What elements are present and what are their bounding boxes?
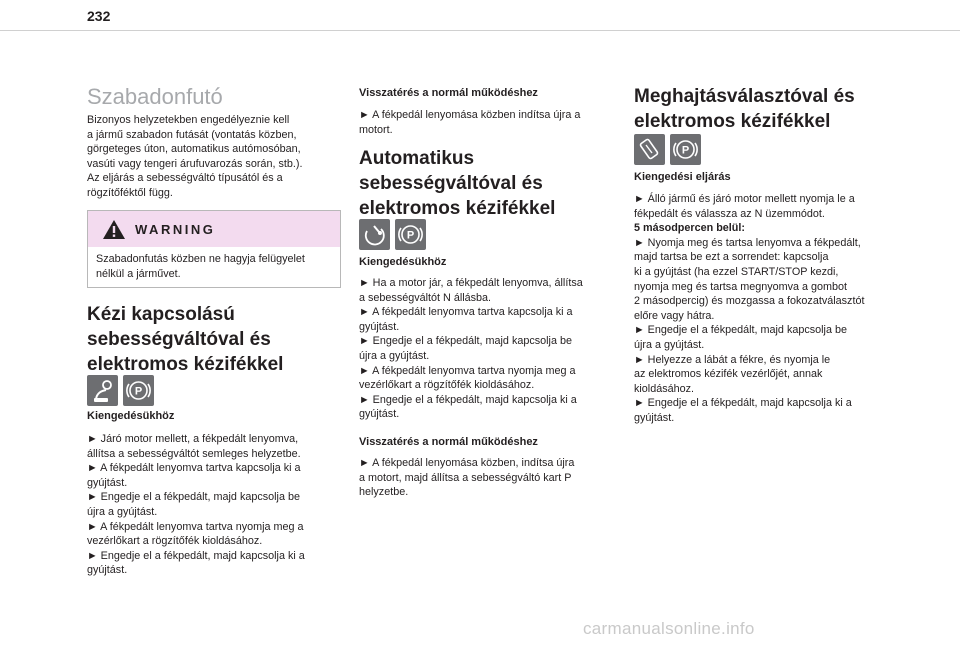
- step-line: ► Helyezze a lábát a fékre, és nyomja le: [634, 353, 831, 366]
- subheading-release: Kiengedésükhöz: [359, 256, 447, 268]
- automatic-gearbox-icon: [359, 219, 390, 250]
- svg-text:P: P: [681, 144, 690, 157]
- text-line: Bizonyos helyzetekben engedélyeznie kell: [87, 114, 290, 126]
- step-line: majd tartsa be ezt a sorrendet: kapcsolja: [634, 251, 829, 264]
- heading-line: Automatikus: [359, 148, 475, 169]
- heading-drive-selector: [634, 84, 855, 134]
- step-line: ► Engedje el a fékpedált, majd kapcsolja ki a: [634, 397, 852, 410]
- step-line: ► Járó motor mellett, a fékpedált lenyomva,: [87, 433, 299, 445]
- parking-brake-icon: [395, 219, 426, 250]
- subheading-release-procedure: Kiengedési eljárás: [634, 171, 731, 183]
- text-line: Szabadonfutás közben ne hagyja felügyelet: [96, 253, 305, 265]
- step-line: fékpedált és válassza az N üzemmódot.: [634, 207, 825, 220]
- section-title-freewheel: Szabadonfutó: [87, 84, 223, 109]
- step-line: gyújtást.: [87, 476, 128, 489]
- step-line: újra a gyújtást.: [634, 338, 705, 351]
- step-line: gyújtást.: [359, 320, 400, 333]
- heading-line: Meghajtásválasztóval és: [634, 86, 855, 107]
- text-line: a jármű szabadon futását (vontatás közben,: [87, 128, 297, 141]
- step-line: vezérlőkart a rögzítőfék kioldásához.: [87, 535, 263, 548]
- text-line: görgeteges úton, automatikus autómosóban,: [87, 143, 301, 156]
- step-line: ► Álló jármű és járó motor mellett nyomja le a: [634, 193, 855, 205]
- step-line: ► Engedje el a fékpedált, majd kapcsolja be: [634, 324, 847, 337]
- parking-brake-icon: [123, 375, 154, 406]
- step-line: 2 másodpercig) és mozgassa a fokozatválasztót: [634, 295, 865, 308]
- warning-box: [87, 210, 341, 288]
- step-line: ► Ha a motor jár, a fékpedált lenyomva, állítsa: [359, 277, 583, 289]
- heading-line: sebességváltóval és: [87, 329, 271, 350]
- steps-list: [634, 192, 889, 426]
- step-line: ki a gyújtást (ha ezzel START/STOP kezdi,: [634, 265, 839, 278]
- step-line: ► Engedje el a fékpedált, majd kapcsolja ki a: [87, 549, 305, 562]
- step-line: nyomja meg és tartsa megnyomva a gombot: [634, 280, 848, 293]
- step-line: ► A fékpedált lenyomva tartva kapcsolja ki a: [87, 462, 301, 475]
- step-line: gyújtást.: [359, 408, 400, 421]
- drive-selector-icon: [634, 134, 665, 165]
- heading-line: elektromos kézifékkel: [87, 354, 284, 375]
- step-line: 5 másodpercen belül:: [634, 222, 746, 235]
- heading-line: elektromos kézifékkel: [634, 111, 831, 132]
- step-line: ► Engedje el a fékpedált, majd kapcsolja be: [87, 491, 300, 504]
- step-line: ► Nyomja meg és tartsa lenyomva a fékpedált,: [634, 236, 861, 249]
- step-line: ► A fékpedált lenyomva tartva nyomja meg a: [87, 520, 304, 533]
- step-line: ► Engedje el a fékpedált, majd kapcsolja be: [359, 335, 572, 348]
- warning-text: [96, 252, 334, 281]
- page-number: 232: [87, 8, 111, 24]
- step-line: újra a gyújtást.: [359, 349, 430, 362]
- intro-paragraph: [87, 113, 342, 201]
- heading-automatic-gearbox: [359, 146, 555, 221]
- watermark: carmanualsonline.info: [583, 619, 755, 638]
- subheading-return-normal: Visszatérés a normál működéshez: [359, 436, 538, 448]
- step-line: ► A fékpedál lenyomása közben, indítsa újra: [359, 457, 575, 469]
- return-steps: [359, 108, 614, 137]
- step-line: a sebességváltót N állásba.: [359, 291, 492, 304]
- heading-manual-gearbox: [87, 302, 283, 377]
- step-line: újra a gyújtást.: [87, 505, 158, 518]
- step-line: előre vagy hátra.: [634, 309, 715, 322]
- step-line: helyzetbe.: [359, 486, 409, 499]
- step-line: motort.: [359, 123, 393, 136]
- warning-header: [88, 211, 340, 247]
- heading-line: sebességváltóval és: [359, 173, 543, 194]
- subheading-release: Kiengedésükhöz: [87, 410, 175, 422]
- text-line: Az eljárás a sebességváltó típusától és a: [87, 172, 283, 185]
- steps-list: [87, 432, 342, 578]
- subheading-return-normal: Visszatérés a normál működéshez: [359, 87, 538, 99]
- warning-label: WARNING: [135, 222, 216, 237]
- parking-brake-icon: [670, 134, 701, 165]
- steps-list: [359, 276, 614, 422]
- svg-text:P: P: [406, 229, 415, 242]
- step-line: vezérlőkart a rögzítőfék kioldásához.: [359, 379, 535, 392]
- text-line: vasúti vagy tengeri árufuvarozás során, stb.).: [87, 157, 303, 170]
- heading-line: Kézi kapcsolású: [87, 304, 235, 325]
- step-line: ► A fékpedál lenyomása közben indítsa újra a: [359, 109, 581, 121]
- text-line: nélkül a járművet.: [96, 267, 181, 280]
- step-line: ► Engedje el a fékpedált, majd kapcsolja ki a: [359, 393, 577, 406]
- step-line: állítsa a sebességváltót semleges helyzetbe.: [87, 447, 301, 460]
- manual-gearbox-icon: [87, 375, 118, 406]
- top-divider: [0, 30, 960, 31]
- step-line: ► A fékpedált lenyomva tartva kapcsolja ki a: [359, 306, 573, 319]
- step-line: gyújtást.: [634, 411, 675, 424]
- heading-line: elektromos kézifékkel: [359, 198, 556, 219]
- step-line: az elektromos kézifék vezérlőjét, annak: [634, 368, 823, 381]
- return-steps: [359, 456, 614, 500]
- step-line: gyújtást.: [87, 564, 128, 577]
- step-line: a motort, majd állítsa a sebességváltó kart P: [359, 471, 572, 484]
- svg-text:P: P: [134, 385, 143, 398]
- text-line: rögzítőféktől függ.: [87, 186, 173, 199]
- step-line: ► A fékpedált lenyomva tartva nyomja meg a: [359, 364, 576, 377]
- step-line: kioldásához.: [634, 382, 695, 395]
- warning-triangle-icon: [102, 219, 126, 240]
